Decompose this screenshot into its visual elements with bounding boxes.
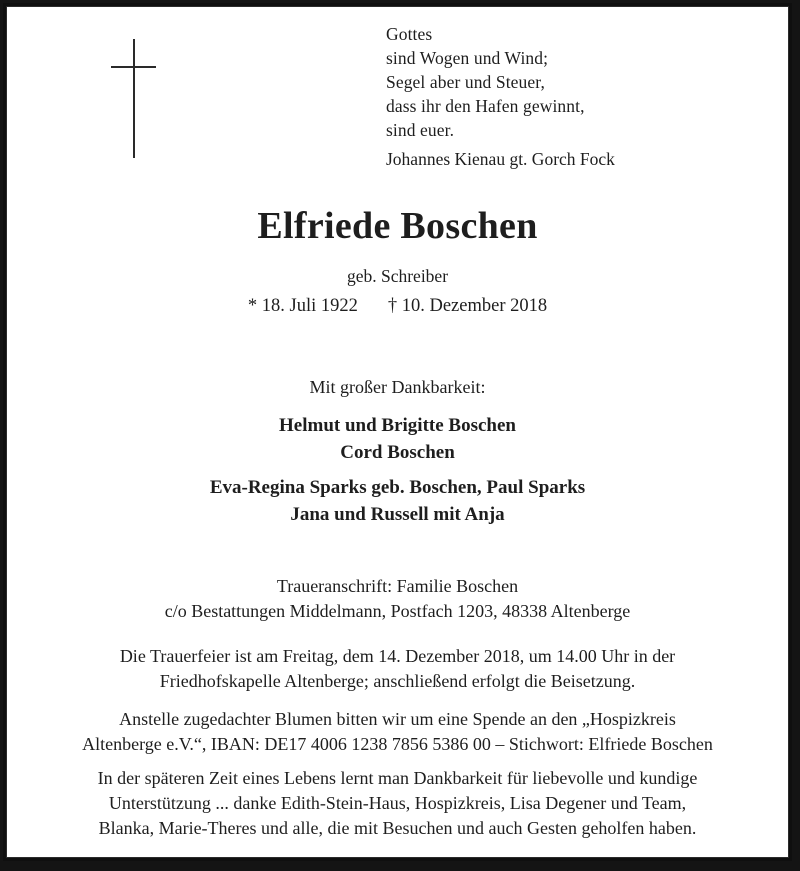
maiden-name: geb. Schreiber — [346, 266, 449, 286]
poem-line: dass ihr den Hafen gewinnt, — [386, 96, 585, 116]
death-date: † 10. Dezember 2018 — [387, 296, 548, 316]
thanks-note-line: Unterstützung ... danke Edith-Stein-Haus, Hospizkreis, Lisa Degener und Team, — [108, 793, 687, 813]
poem — [386, 22, 585, 142]
poem-line: sind euer. — [386, 120, 455, 140]
condolence-address — [7, 574, 788, 624]
deceased-name: Elfriede Boschen — [257, 205, 538, 247]
family-group-1 — [7, 412, 788, 466]
poem-attribution: Johannes Kienau gt. Gorch Fock — [386, 149, 615, 169]
family-group-2 — [7, 474, 788, 528]
birth-date: * 18. Juli 1922 — [247, 296, 358, 316]
donation-request-line: Anstelle zugedachter Blumen bitten wir um eine Spende an den „Hospizkreis — [119, 709, 676, 729]
thanks-note-line: In der späteren Zeit eines Lebens lernt man Dankbarkeit für liebevolle und kundige — [97, 768, 698, 788]
funeral-info-line: Die Trauerfeier ist am Freitag, dem 14. Dezember 2018, um 14.00 Uhr in der — [119, 646, 676, 666]
poem-line: sind Wogen und Wind; — [386, 48, 549, 68]
donation-request — [7, 707, 788, 757]
donation-request-line: Altenberge e.V.“, IBAN: DE17 4006 1238 7856 5386 00 – Stichwort: Elfriede Boschen — [82, 734, 713, 754]
funeral-info-line: Friedhofskapelle Altenberge; anschließend erfolgt die Beisetzung. — [159, 671, 636, 691]
family-name-line: Cord Boschen — [340, 442, 455, 463]
cross-horizontal-bar — [111, 66, 156, 68]
gratitude-intro: Mit großer Dankbarkeit: — [309, 377, 486, 397]
condolence-address-line: Traueranschrift: Familie Boschen — [276, 576, 519, 596]
family-name-line: Eva-Regina Sparks geb. Boschen, Paul Sparks — [209, 477, 586, 498]
obituary-content — [7, 7, 788, 857]
family-name-line: Jana und Russell mit Anja — [290, 504, 505, 525]
poem-line: Gottes — [386, 24, 433, 44]
thanks-note — [7, 766, 788, 841]
funeral-service-info — [7, 644, 788, 694]
inner-border-frame — [6, 6, 789, 858]
cross-vertical-bar — [133, 39, 135, 158]
condolence-address-line: c/o Bestattungen Middelmann, Postfach 1203, 48338 Altenberge — [164, 601, 631, 621]
poem-line: Segel aber und Steuer, — [386, 72, 545, 92]
family-name-line: Helmut und Brigitte Boschen — [279, 415, 516, 436]
thanks-note-line: Blanka, Marie-Theres und alle, die mit Besuchen und auch Gesten geholfen haben. — [98, 818, 697, 838]
life-dates — [7, 294, 788, 319]
